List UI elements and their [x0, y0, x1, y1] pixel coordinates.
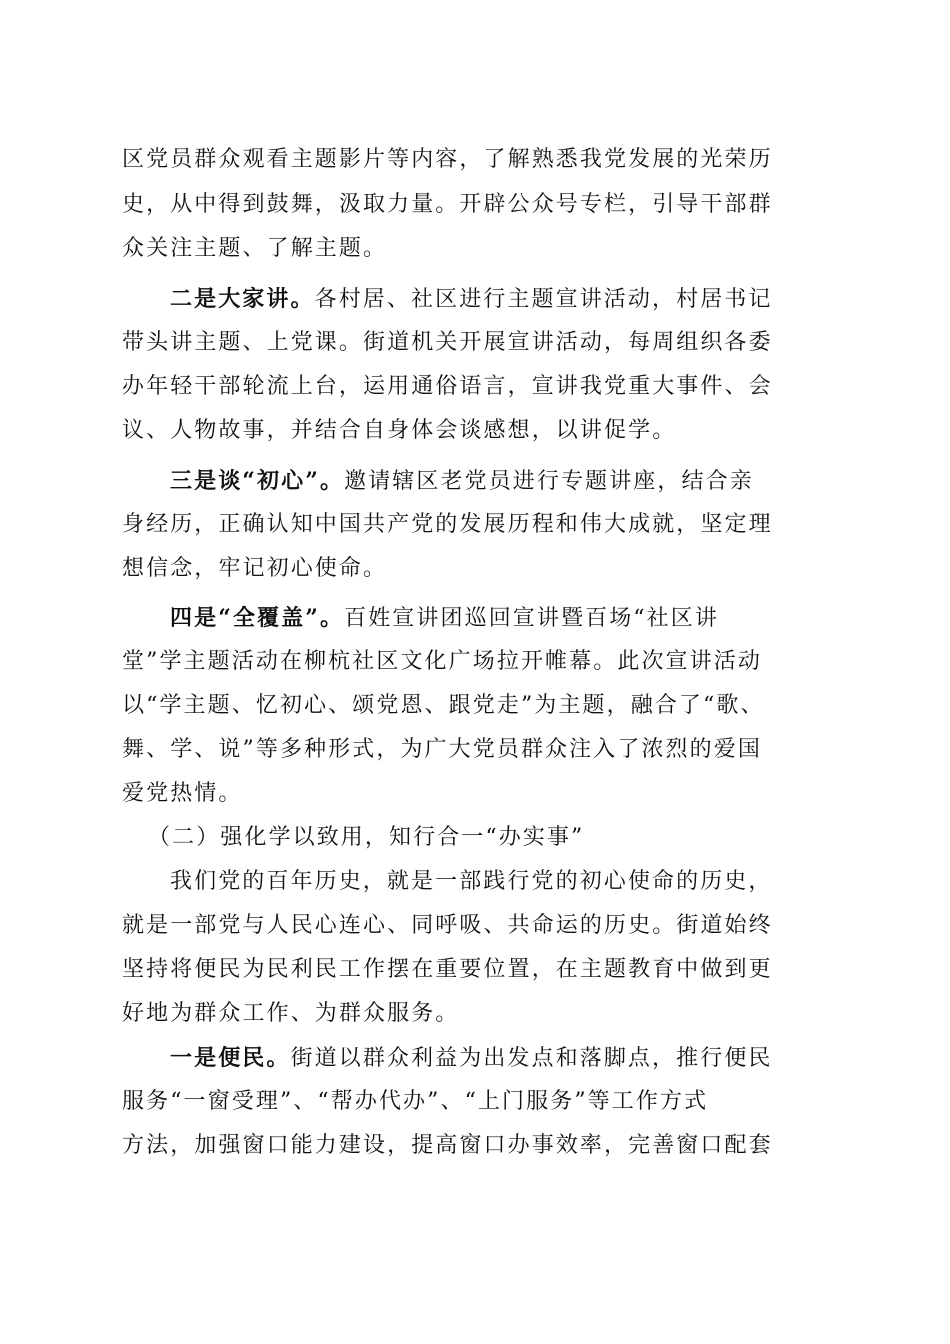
text-line: [122, 192, 773, 218]
paragraph-lead: 三是谈“初心”。: [170, 468, 345, 494]
line-text: 各村居、社区进行主题宣讲活动，村居书记: [314, 287, 773, 312]
line-text: 好地为群众工作、为群众服务。: [122, 1001, 460, 1026]
line-text: 堂”学主题活动在柳杭社区文化广场拉开帷幕。此次宣讲活动: [122, 649, 762, 674]
text-line: [122, 236, 387, 262]
line-text: 史，从中得到鼓舞，汲取力量。开辟公众号专栏，引导干部群: [122, 192, 773, 217]
text-line: [122, 957, 773, 983]
line-text: 以“学主题、忆初心、颂党恩、跟党走”为主题，融合了“歌、: [122, 693, 765, 718]
text-line: [122, 737, 762, 763]
line-text: 服务“一窗受理”、“帮办代办”、“上门服务”等工作方式: [122, 1089, 709, 1114]
line-text: 舞、学、说”等多种形式，为广大党员群众注入了浓烈的爱国: [122, 737, 762, 762]
paragraph-lead: 一是便民。: [170, 1045, 291, 1071]
paragraph-lead: 四是“全覆盖”。: [170, 605, 345, 631]
line-text: 坚持将便民为民利民工作摆在重要位置，在主题教育中做到更: [122, 957, 773, 982]
line-text: 爱党热情。: [122, 781, 243, 806]
text-line: [170, 869, 773, 895]
text-line: [170, 1045, 773, 1072]
line-text: 街道以群众利益为出发点和落脚点，推行便民: [290, 1046, 773, 1071]
line-text: 百姓宣讲团巡回宣讲暨百场“社区讲: [344, 606, 719, 631]
line-text: 办年轻干部轮流上台，运用通俗语言，宣讲我党重大事件、会: [122, 374, 773, 399]
text-line: [122, 374, 773, 400]
text-line: [170, 468, 754, 495]
text-line: [122, 330, 773, 356]
text-line: [122, 147, 773, 173]
line-text: 区党员群众观看主题影片等内容，了解熟悉我党发展的光荣历: [122, 147, 773, 172]
text-line: [122, 418, 676, 444]
line-text: 方法，加强窗口能力建设，提高窗口办事效率，完善窗口配套: [122, 1133, 773, 1158]
text-line: [122, 649, 762, 675]
line-text: 议、人物故事，并结合自身体会谈感想，以讲促学。: [122, 418, 677, 443]
text-line: [122, 781, 243, 807]
text-line: [122, 512, 773, 538]
line-text: 带头讲主题、上党课。街道机关开展宣讲活动，每周组织各委: [122, 330, 773, 355]
line-text: 身经历，正确认知中国共产党的发展历程和伟大成就，坚定理: [122, 512, 773, 537]
text-line: [122, 1089, 708, 1115]
text-line: [122, 913, 773, 939]
text-line: [122, 1133, 773, 1159]
text-line: [170, 605, 719, 632]
line-text: （二）强化学以致用，知行合一“办实事”: [148, 825, 585, 850]
text-line: [122, 556, 387, 582]
line-text: 我们党的百年历史，就是一部践行党的初心使命的历史，: [170, 869, 773, 894]
line-text: 众关注主题、了解主题。: [122, 236, 388, 261]
text-line: [122, 693, 765, 719]
section-heading: [148, 825, 584, 851]
text-line: [170, 286, 773, 313]
line-text: 邀请辖区老党员进行专题讲座，结合亲: [344, 469, 754, 494]
paragraph-lead: 二是大家讲。: [170, 286, 315, 312]
line-text: 想信念，牢记初心使命。: [122, 556, 388, 581]
line-text: 就是一部党与人民心连心、同呼吸、共命运的历史。街道始终: [122, 913, 773, 938]
text-line: [122, 1001, 459, 1027]
